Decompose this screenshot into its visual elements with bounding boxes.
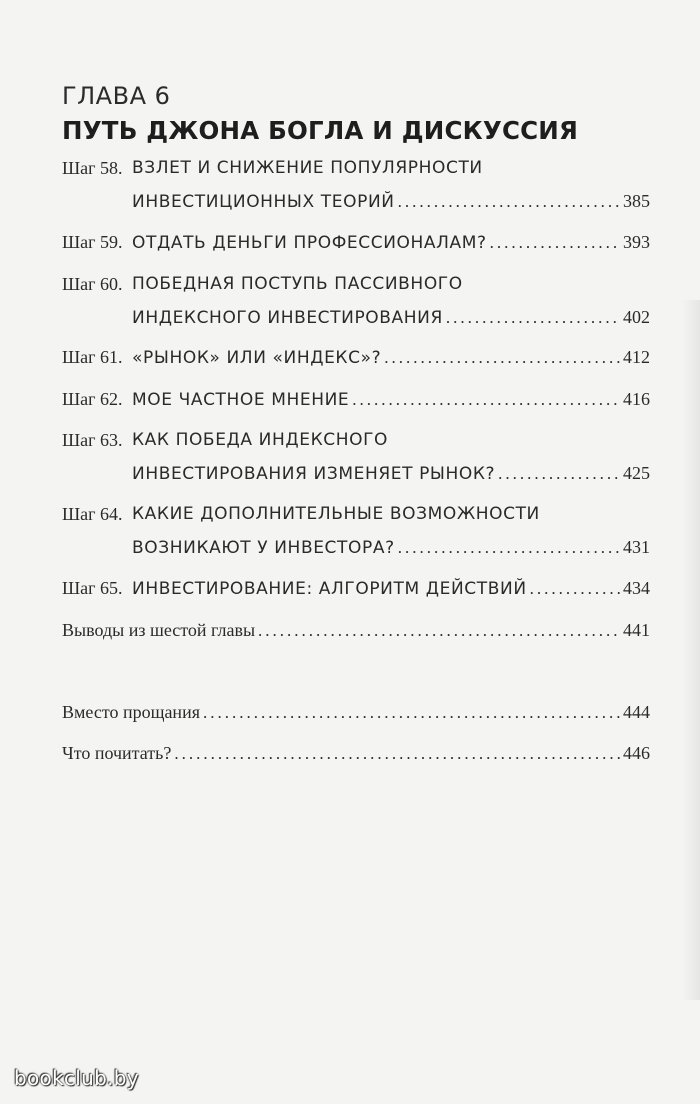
page-number: 431 xyxy=(623,537,650,557)
page-number: 425 xyxy=(623,463,650,483)
entry-title: Вместо прощания xyxy=(62,702,200,722)
entry-title: ВЗЛЕТ И СНИЖЕНИЕ ПОПУЛЯРНОСТИ xyxy=(132,158,483,178)
leader-dots xyxy=(203,703,620,723)
entry-title: МОЕ ЧАСТНОЕ МНЕНИЕ xyxy=(132,390,350,410)
page-number: 393 xyxy=(623,232,650,252)
entry-title-cont: ВОЗНИКАЮТ У ИНВЕСТОРА? xyxy=(132,538,395,558)
step-number: Шаг 59. xyxy=(62,232,123,252)
page-number: 444 xyxy=(623,702,650,722)
leader-dots xyxy=(384,348,620,368)
entry-title-cont: ИНДЕКСНОГО ИНВЕСТИРОВАНИЯ xyxy=(132,308,443,328)
page-edge-shadow xyxy=(682,300,700,1000)
step-number: Шаг 60. xyxy=(62,274,123,294)
entry-title: КАКИЕ ДОПОЛНИТЕЛЬНЫЕ ВОЗМОЖНОСТИ xyxy=(132,504,540,524)
leader-dots xyxy=(398,538,620,558)
entry-title-cont: ИНВЕСТИЦИОННЫХ ТЕОРИЙ xyxy=(132,192,395,212)
leader-dots xyxy=(530,579,620,599)
leader-dots xyxy=(490,233,620,253)
entry-title-cont: ИНВЕСТИРОВАНИЯ ИЗМЕНЯЕТ РЫНОК? xyxy=(132,464,496,484)
leader-dots xyxy=(352,390,620,410)
page-number: 446 xyxy=(623,743,650,763)
entry-title: ИНВЕСТИРОВАНИЕ: АЛГОРИТМ ДЕЙСТВИЙ xyxy=(132,579,527,599)
leader-dots xyxy=(174,744,620,764)
toc-entry-reading[interactable] xyxy=(62,743,650,764)
page-number: 416 xyxy=(623,389,650,409)
page-number: 412 xyxy=(623,347,650,367)
step-number: Шаг 62. xyxy=(62,389,123,409)
chapter-label: ГЛАВА 6 xyxy=(62,82,171,110)
page-number: 402 xyxy=(623,307,650,327)
toc-entry-summary[interactable] xyxy=(62,620,650,641)
step-number: Шаг 63. xyxy=(62,430,123,450)
entry-title: КАК ПОБЕДА ИНДЕКСНОГО xyxy=(132,430,389,450)
watermark-logo: bookclub.by xyxy=(14,1066,139,1090)
entry-title: ОТДАТЬ ДЕНЬГИ ПРОФЕССИОНАЛАМ? xyxy=(132,233,487,253)
step-number: Шаг 65. xyxy=(62,578,123,598)
entry-title: Что почитать? xyxy=(62,743,172,763)
step-number: Шаг 64. xyxy=(62,504,123,524)
page-number: 434 xyxy=(623,578,650,598)
entry-title: «РЫНОК» ИЛИ «ИНДЕКС»? xyxy=(132,348,382,368)
leader-dots xyxy=(498,464,620,484)
leader-dots xyxy=(446,308,620,328)
toc-entry-farewell[interactable] xyxy=(62,702,650,723)
chapter-title: ПУТЬ ДЖОНА БОГЛА И ДИСКУССИЯ xyxy=(62,116,579,145)
step-number: Шаг 58. xyxy=(62,158,123,178)
entry-title: Выводы из шестой главы xyxy=(62,620,256,640)
leader-dots xyxy=(258,621,620,641)
page-number: 385 xyxy=(623,191,650,211)
entry-title: ПОБЕДНАЯ ПОСТУПЬ ПАССИВНОГО xyxy=(132,274,463,294)
page-number: 441 xyxy=(623,620,650,640)
step-number: Шаг 61. xyxy=(62,347,123,367)
leader-dots xyxy=(398,192,620,212)
